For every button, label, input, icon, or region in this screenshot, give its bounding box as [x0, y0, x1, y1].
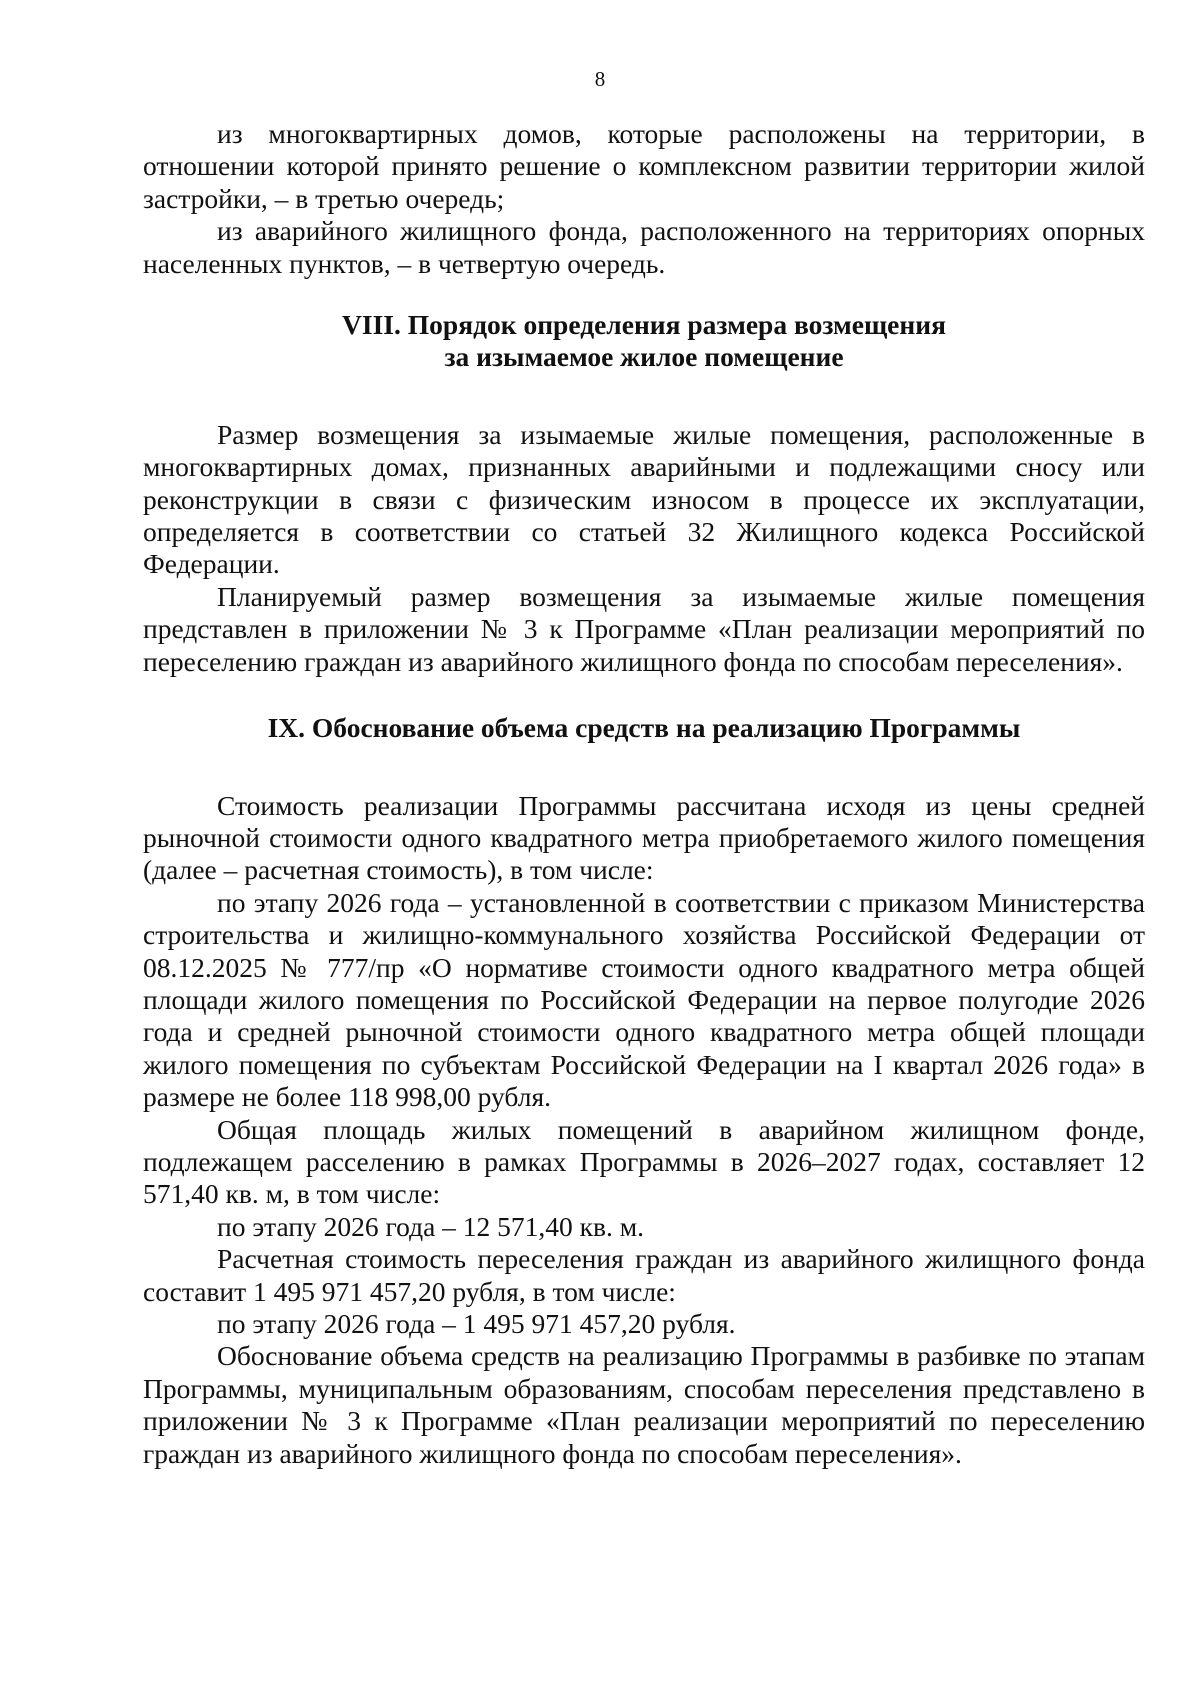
section-8-paragraph-1: Размер возмещения за изымаемые жилые помещения, расположенные в многоквартирных домах, признанных аварийными и подлежащими сносу или реконструкции в связи с физическим износом в процессе их эксплуатации, определяется в соответствии со статьей 32 Жилищного кодекса Российской Федерации. [143, 418, 1145, 580]
intro-paragraph-2: из аварийного жилищного фонда, расположенного на территориях опорных населенных пунктов, – в четвертую очередь. [143, 215, 1145, 279]
intro-paragraph-1: из многоквартирных домов, которые расположены на территории, в отношении которой принято решение о комплексном развитии территории жилой застройки, – в третью очередь; [143, 118, 1145, 214]
section-8-heading [143, 309, 1145, 374]
page-number: 8 [594, 67, 606, 91]
section-8-heading-line-2: за изымаемое жилое помещение [444, 341, 844, 373]
section-8-paragraph-2: Планируемый размер возмещения за изымаемые жилые помещения представлен в приложении № 3 к Программе «План реализации мероприятий по переселению граждан из аварийного жилищного фонда по способам переселения». [143, 580, 1145, 677]
section-9-paragraph-6: по этапу 2026 года – 1 495 971 457,20 рубля. [217, 1308, 736, 1339]
section-9-paragraph-3: Общая площадь жилых помещений в аварийном жилищном фонде, подлежащем расселению в рамках Программы в 2026–2027 годах, составляет 12 571,40 кв. м, в том числе: [143, 1113, 1145, 1210]
section-9-paragraph-7: Обоснование объема средств на реализацию Программы в разбивке по этапам Программы, муниципальным образованиям, способам переселения представлено в приложении № 3 к Программе «План реализации мероприятий по переселению граждан из аварийного жилищного фонда по способам переселения». [143, 1340, 1145, 1469]
section-9-heading: IX. Обоснование объема средств на реализацию Программы [267, 712, 1021, 744]
section-9-paragraph-2: по этапу 2026 года – установленной в соответствии с приказом Министерства строительства и жилищно-коммунального хозяйства Российской Федерации от 08.12.2025 № 777/пр «О нормативе стоимости одного квадратного метра общей площади жилого помещения по Российской Федерации на первое полугодие 2026 года и средней рыночной стоимости одного квадратного метра общей площади жилого помещения по субъектам Российской Федерации на I квартал 2026 года» в размере не более 118 998,00 рубля. [143, 886, 1145, 1113]
section-8-heading-line-1: VIII. Порядок определения размера возмещения [342, 309, 946, 341]
document-body [143, 118, 1145, 1470]
section-9-paragraph-4: по этапу 2026 года – 12 571,40 кв. м. [217, 1210, 645, 1242]
section-9-paragraph-1: Стоимость реализации Программы рассчитана исходя из цены средней рыночной стоимости одного квадратного метра приобретаемого жилого помещения (далее – расчетная стоимость), в том числе: [143, 789, 1145, 886]
section-9-paragraph-5: Расчетная стоимость переселения граждан из аварийного жилищного фонда составит 1 495 971 457,20 рубля, в том числе: [143, 1243, 1145, 1307]
